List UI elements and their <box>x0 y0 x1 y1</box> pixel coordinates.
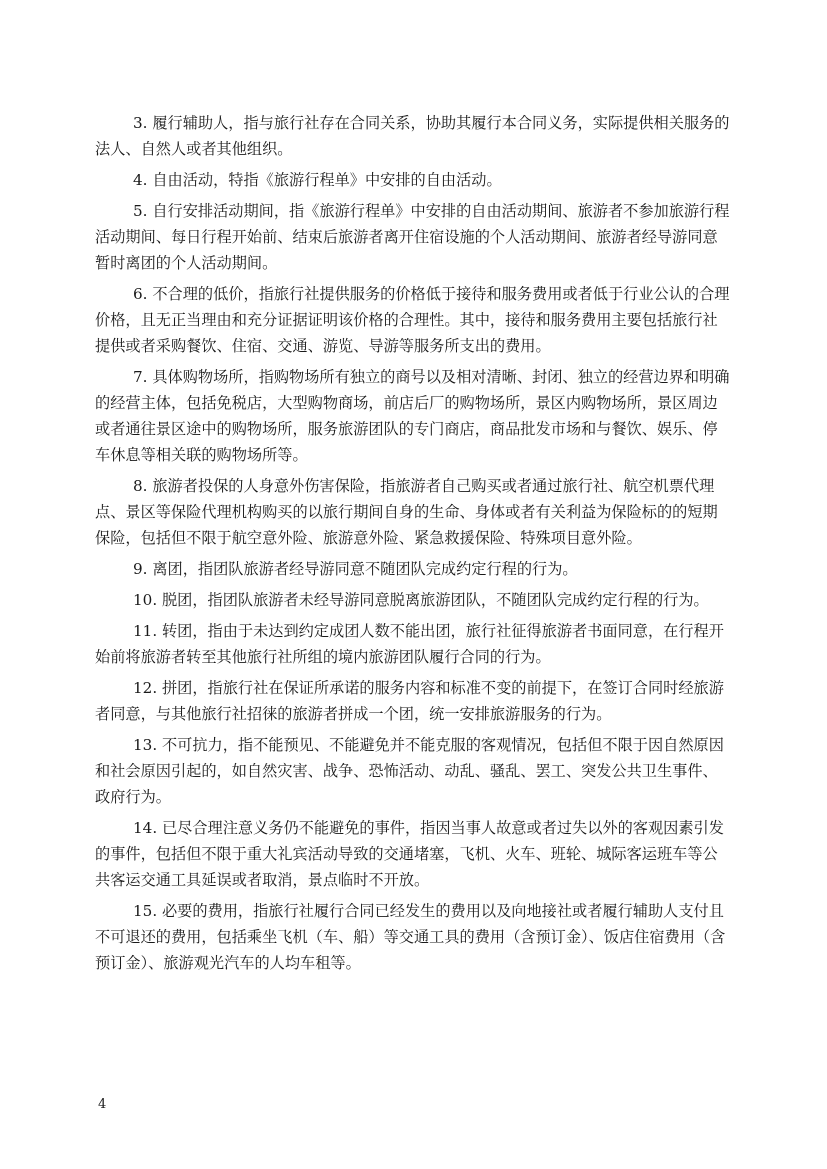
definition-paragraph <box>0 732 827 810</box>
definition-paragraph <box>0 167 827 193</box>
paragraph-line: 6. 不合理的低价，指旅行社提供服务的价格低于接待和服务费用或者低于行业公认的合理 <box>133 285 730 303</box>
definition-paragraph <box>0 556 827 582</box>
definition-paragraph <box>0 281 827 359</box>
paragraph-line: 11. 转团，指由于未达到约定成团人数不能出团，旅行社征得旅游者书面同意，在行程开 <box>133 622 724 640</box>
page-number: 4 <box>98 1097 107 1112</box>
definition-paragraph <box>0 898 827 976</box>
paragraph-line: 不可退还的费用，包括乘坐飞机（车、船）等交通工具的费用（含预订金）、饭店住宿费用（含 <box>95 928 726 946</box>
paragraph-line: 保险，包括但不限于航空意外险、旅游意外险、紧急救援保险、特殊项目意外险。 <box>95 529 642 547</box>
paragraph-line: 7. 具体购物场所，指购物场所有独立的商号以及相对清晰、封闭、独立的经营边界和明确 <box>133 368 730 386</box>
paragraph-line: 车休息等相关联的购物场所等。 <box>95 446 308 464</box>
definition-paragraph <box>0 618 827 670</box>
paragraph-line: 者同意，与其他旅行社招徕的旅游者拼成一个团，统一安排旅游服务的行为。 <box>95 705 612 723</box>
document-body <box>0 110 827 981</box>
paragraph-line: 始前将旅游者转至其他旅行社所组的境内旅游团队履行合同的行为。 <box>95 648 551 666</box>
paragraph-line: 5. 自行安排活动期间，指《旅游行程单》中安排的自由活动期间、旅游者不参加旅游行程 <box>133 202 730 220</box>
paragraph-line: 13. 不可抗力，指不能预见、不能避免并不能克服的客观情况，包括但不限于因自然原因 <box>133 736 724 754</box>
paragraph-line: 的经营主体，包括免税店，大型购物商场，前店后厂的购物场所，景区内购物场所，景区周边 <box>95 394 718 412</box>
paragraph-line: 共客运交通工具延误或者取消，景点临时不开放。 <box>95 871 430 889</box>
paragraph-line: 的事件，包括但不限于重大礼宾活动导致的交通堵塞，飞机、火车、班轮、城际客运班车等公 <box>95 845 718 863</box>
paragraph-line: 15. 必要的费用，指旅行社履行合同已经发生的费用以及向地接社或者履行辅助人支付且 <box>133 902 724 920</box>
paragraph-line: 12. 拼团，指旅行社在保证所承诺的服务内容和标准不变的前提下，在签订合同时经旅游 <box>133 679 724 697</box>
paragraph-line: 暂时离团的个人活动期间。 <box>95 254 278 272</box>
paragraph-line: 提供或者采购餐饮、住宿、交通、游览、导游等服务所支出的费用。 <box>95 337 551 355</box>
paragraph-line: 或者通往景区途中的购物场所，服务旅游团队的专门商店，商品批发市场和与餐饮、娱乐、停 <box>95 420 718 438</box>
paragraph-line: 9. 离团，指团队旅游者经导游同意不随团队完成约定行程的行为。 <box>133 560 578 578</box>
definition-paragraph <box>0 675 827 727</box>
definition-paragraph <box>0 364 827 468</box>
definition-paragraph <box>0 198 827 276</box>
paragraph-line: 和社会原因引起的，如自然灾害、战争、恐怖活动、动乱、骚乱、罢工、突发公共卫生事件、 <box>95 762 718 780</box>
paragraph-line: 14. 已尽合理注意义务仍不能避免的事件，指因当事人故意或者过失以外的客观因素引发 <box>133 819 724 837</box>
paragraph-line: 3. 履行辅助人，指与旅行社存在合同关系，协助其履行本合同义务，实际提供相关服务的 <box>133 114 730 132</box>
definition-paragraph <box>0 587 827 613</box>
paragraph-line: 预订金）、旅游观光汽车的人均车租等。 <box>95 954 361 972</box>
definition-paragraph <box>0 815 827 893</box>
paragraph-line: 活动期间、每日行程开始前、结束后旅游者离开住宿设施的个人活动期间、旅游者经导游同意 <box>95 228 718 246</box>
definition-paragraph <box>0 473 827 551</box>
paragraph-line: 法人、自然人或者其他组织。 <box>95 140 293 158</box>
paragraph-line: 8. 旅游者投保的人身意外伤害保险，指旅游者自己购买或者通过旅行社、航空机票代理 <box>133 477 715 495</box>
paragraph-line: 政府行为。 <box>95 788 171 806</box>
paragraph-line: 点、景区等保险代理机构购买的以旅行期间自身的生命、身体或者有关利益为保险标的的短期 <box>95 503 718 521</box>
definition-paragraph <box>0 110 827 162</box>
paragraph-line: 10. 脱团，指团队旅游者未经导游同意脱离旅游团队，不随团队完成约定行程的行为。 <box>133 591 709 609</box>
paragraph-line: 4. 自由活动，特指《旅游行程单》中安排的自由活动。 <box>133 171 502 189</box>
paragraph-line: 价格，且无正当理由和充分证据证明该价格的合理性。其中，接待和服务费用主要包括旅行社 <box>95 311 718 329</box>
